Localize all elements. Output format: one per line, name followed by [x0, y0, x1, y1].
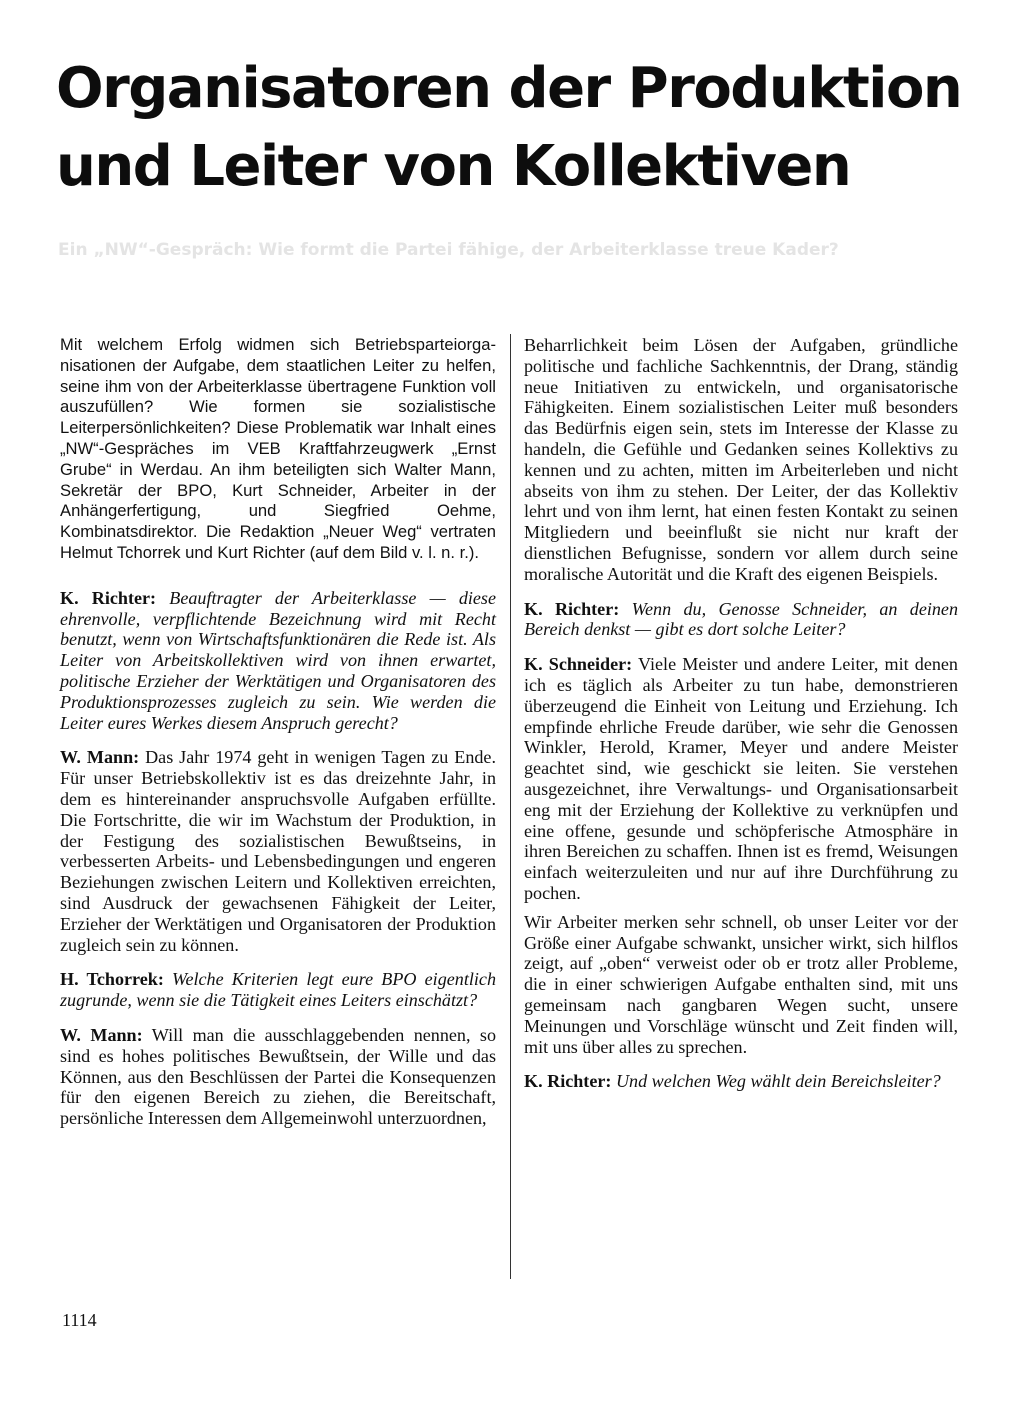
- dialogue-paragraph: [60, 969, 496, 1011]
- question-text: Wenn du, Genosse Schneider, an deinen Bereich denkst — gibt es dort solche Leiter?: [524, 598, 959, 640]
- dialogue-paragraph: [524, 1071, 958, 1092]
- question-text: Beauftragter der Arbeiterklasse — diese ehrenvolle, verpflichtende Bezeichnung wird mit Recht benutzt, wenn von Wirtschaftsfunktionären die Rede ist. Als Leiter von Arbeitskollektiven wird von ihnen erwartet, politische Erzieher der Werktätigen und Organisatoren des Produktionsprozesses zugleich zu sein. Wie werden die Leiter eures Werkes diesem Anspruch gerecht?: [60, 587, 497, 733]
- answer-text: Beharrlichkeit beim Lösen der Aufgaben, gründliche politische und fachliche Sachkenntnis, der Drang, ständig neue Initiativen zu entwickeln, und organisatorische Fähigkeiten. Einem sozialistischen Leiter muß besonders das Bedürfnis eigen sein, stets im Interesse der Klasse zu handeln, die Gefühle und Gedanken seines Kollektivs zu kennen und zu achten, mitten im Arbeiterleben und nicht abseits von ihm zu stehen. Der Leiter, der das Kollektiv lehrt und von ihm lernt, hat einen festen Kontakt zu seinen Mitgliedern und beeinflußt sie nicht nur kraft der dienstlichen Befugnisse, sondern vor allem durch seine moralische Autorität und die Kraft des eigenen Beispiels.: [524, 335, 958, 584]
- speaker-name: K. Schneider:: [524, 654, 633, 675]
- article-subtitle: Ein „NW“-Gespräch: Wie formt die Partei fähige, der Arbeiterklasse treue Kader?: [58, 240, 839, 260]
- dialogue-paragraph: [60, 747, 496, 955]
- title-line-2: und Leiter von Kollektiven: [56, 134, 851, 199]
- dialogue-paragraph: [524, 335, 958, 585]
- speaker-name: K. Richter:: [60, 587, 157, 608]
- speaker-name: W. Mann:: [60, 747, 140, 768]
- speaker-name: K. Richter:: [524, 1071, 612, 1092]
- speaker-name: K. Richter:: [524, 598, 620, 619]
- answer-text: Will man die ausschlaggebenden nennen, so sind es hohes politisches Bewußtsein, der Wille und das Können, aus den Beschlüssen der Partei die Konsequenzen für den eigenen Bereich zu ziehen, die Bereitschaft, persönliche Interessen dem Allgemeinwohl unterzuordnen,: [60, 1024, 496, 1129]
- speaker-name: H. Tchorrek:: [60, 969, 164, 990]
- dialogue-paragraph: [524, 599, 958, 641]
- dialogue-paragraph: [60, 588, 496, 734]
- left-column: [60, 335, 496, 1143]
- question-text: Welche Kriterien legt eure BPO eigentlich zugrunde, wenn sie die Tätigkeit eines Leiters einschätzt?: [60, 969, 496, 1011]
- dialogue-paragraph: [60, 1025, 496, 1129]
- answer-text: Viele Meister und andere Leiter, mit denen ich es täglich als Arbeiter zu tun habe, demonstrieren überzeugend die Einheit von Leitung und Erziehung. Ich empfinde ehrliche Freude darüber, wie sehr die Genossen Winkler, Herold, Kramer, Meyer und andere Meister geachtet sind, wie geschickt sie leiten. Sie verstehen ausgezeichnet, ihre Verwaltungs- und Organisationsarbeit eng mit der Erziehung der Kollektive zu verknüpfen und eine offene, gesunde und schöpferische Atmosphäre in ihren Bereichen zu schaffen. Ihnen ist es fremd, Weisungen einfach weiterzuleiten und nur auf ihre Durchführung zu pochen.: [524, 654, 958, 903]
- speaker-name: W. Mann:: [60, 1024, 143, 1045]
- intro-paragraph: Mit welchem Erfolg widmen sich Betriebsparteiorganisationen der Aufgabe, dem staatlichen Leiter zu helfen, seine ihm von der Arbeiterklasse übertragene Funktion voll auszufüllen? Wie formen sie sozialistische Leiterpersönlichkeiten? Diese Problematik war Inhalt eines „NW“-Gespräches im VEB Kraftfahrzeugwerk „Ernst Grube“ in Werdau. An ihm beteiligten sich Walter Mann, Sekretär der BPO, Kurt Schneider, Arbeiter in der Anhängerfertigung, und Siegfried Oehme, Kombinatsdirektor. Die Redaktion „Neuer Weg“ vertraten Helmut Tchorrek und Kurt Richter (auf dem Bild v. l. n. r.).: [60, 335, 496, 562]
- right-column: [524, 335, 958, 1106]
- title-line-1: Organisatoren der Produktion: [56, 56, 962, 121]
- page-number: 1114: [62, 1310, 97, 1330]
- answer-text: Das Jahr 1974 geht in wenigen Tagen zu Ende. Für unser Betriebskollektiv ist es das dreizehnte Jahr, in dem es hintereinander anspruchsvolle Aufgaben erfüllte. Die Fortschritte, die wir im Wachstum der Produktion, in der Festigung des sozialistischen Bewußtseins, in verbesserten Arbeits- und Lebensbedingungen und engeren Beziehungen zwischen Leitern und Kollektiven erreichten, sind Ausdruck der gewachsenen Fähigkeit der Leiter, Erzieher der Werktätigen und Organisatoren der Produktion zugleich sein zu können.: [60, 747, 496, 955]
- column-divider: [510, 334, 511, 1279]
- dialogue-paragraph: [524, 654, 958, 904]
- question-text: Und welchen Weg wählt dein Bereichsleiter?: [615, 1071, 941, 1092]
- answer-text: Wir Arbeiter merken sehr schnell, ob unser Leiter vor der Größe einer Aufgabe schwankt, unsicher wirkt, sich hilflos zeigt, auf „oben“ verweist oder ob er trotz aller Probleme, die in einer schwierigen Aufgabe enthalten sind, mit uns gemeinsam nach gangbaren Wegen sucht, unsere Meinungen und Vorschläge wünscht und Zeit finden will, mit uns über alles zu sprechen.: [524, 911, 958, 1057]
- article-title: [56, 50, 976, 206]
- dialogue-paragraph: [524, 912, 958, 1058]
